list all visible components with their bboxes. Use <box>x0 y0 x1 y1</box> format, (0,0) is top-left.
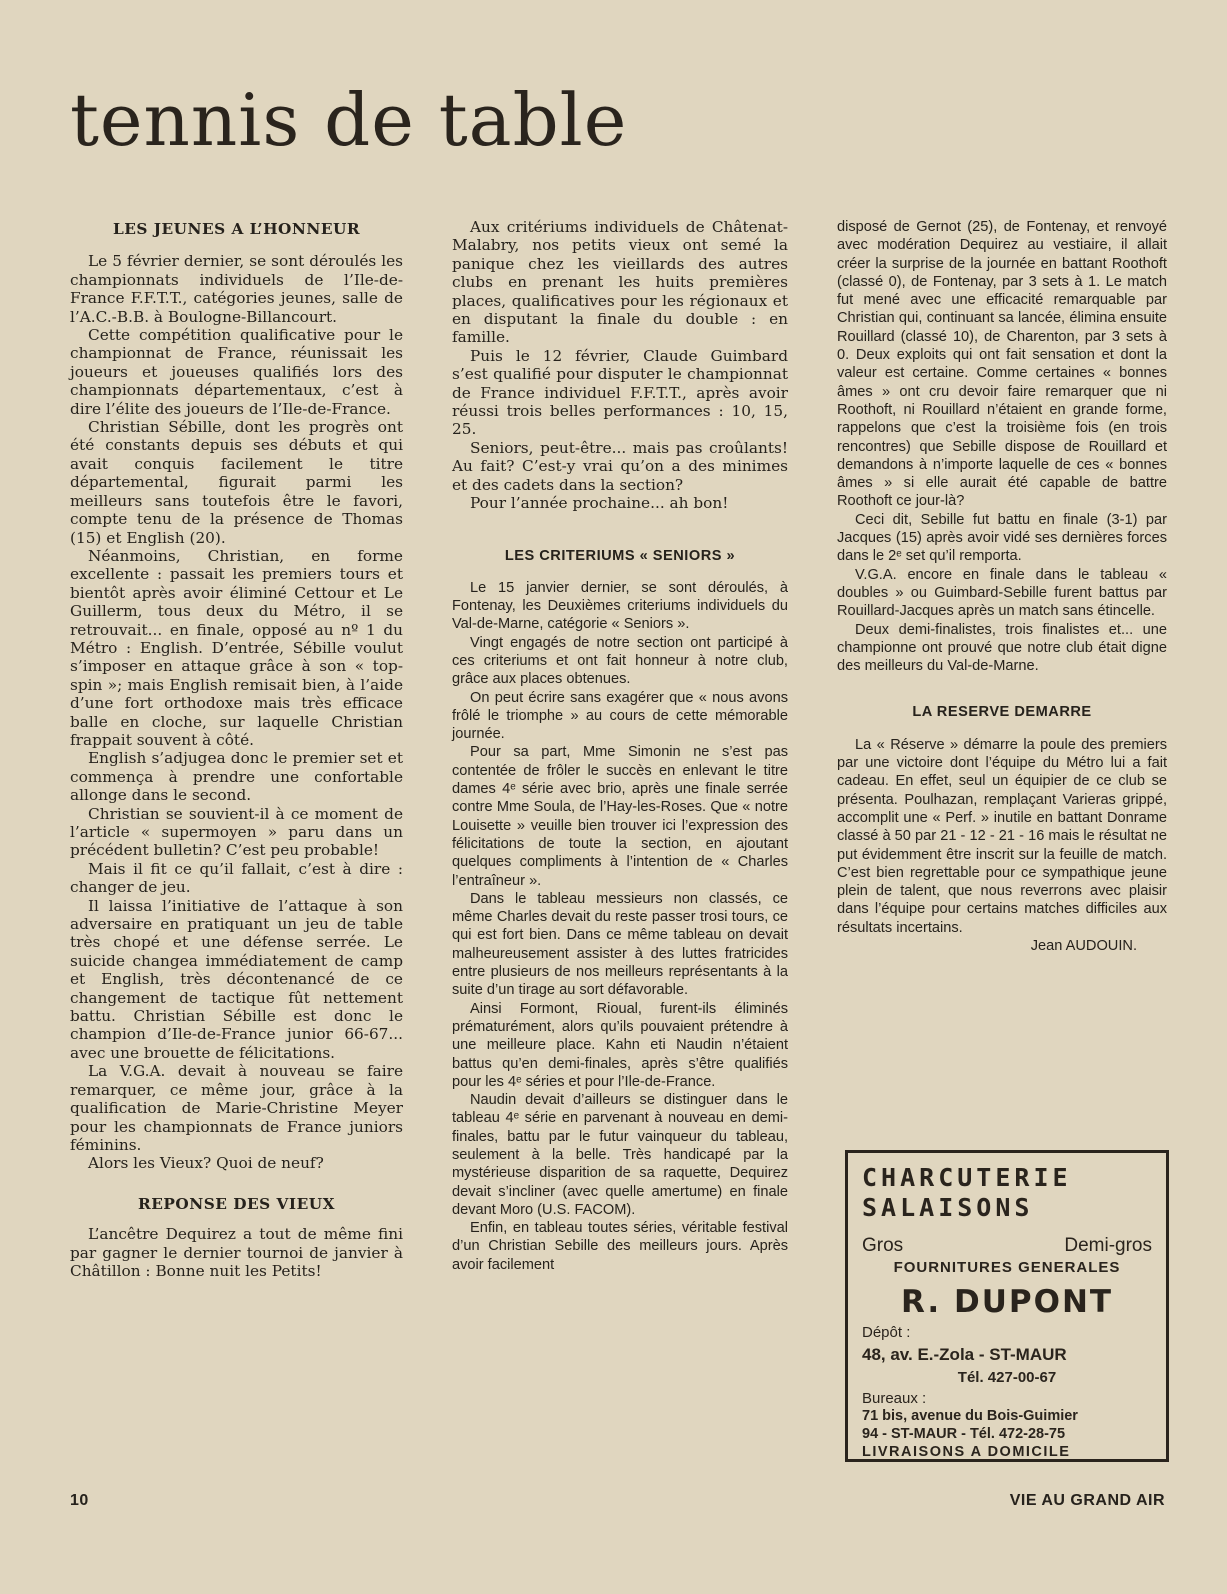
section-heading-reserve: LA RESERVE DEMARRE <box>912 704 1092 721</box>
paragraph: Seniors, peut-être... mais pas croûlants! Au fait? C’est-y vrai qu’on a des minimes et des cadets dans la section? <box>452 438 788 494</box>
section-heading-seniors: LES CRITERIUMS « SENIORS » <box>504 547 736 564</box>
paragraph: Pour sa part, Mme Simonin ne s’est pas contentée de frôler le succès en enlevant le titre dames 4ᵉ série avec brio, après une finale serrée contre Mme Soula, de l’Hay-les-Roses. Que « notre Louisette » veuille bien trouver ici l’expression des félicitations de toute la section, en ajoutant quelques compliments à l’intention de « Charles l’entraîneur ». <box>452 744 788 889</box>
paragraph: Néanmoins, Christian, en forme excellente : passait les premiers tours et bientôt après avoir éliminé Cettour et Le Guillerm, tous deux du Métro, il se retrouvait... en finale, opposé au nº 1 du Métro : English. D’entrée, Sébille voulut s’imposer en attaque grâce à son « top-spin »; mais English remisait bien, à l’aide d’une fort orthodoxe mais très efficace balle en cloche, sur laquelle Christian frappait souvent à côté. <box>70 546 403 749</box>
article-column-3 <box>837 218 1167 955</box>
paragraph: Mais il fit ce qu’il fallait, c’est à dire : changer de jeu. <box>70 859 403 897</box>
paragraph: Aux critériums individuels de Châtenat-Malabry, nos petits vieux ont semé la panique chez les vieillards des autres clubs en prenant les huits premières places, qualificatives pour les régionaux et en disputant la finale du double : en famille. <box>452 218 788 347</box>
page-title: tennis de table <box>70 78 628 162</box>
paragraph: Alors les Vieux? Quoi de neuf? <box>88 1154 324 1173</box>
section-heading-vieux: REPONSE DES VIEUX <box>138 1194 335 1213</box>
article-column-2 <box>452 218 788 1274</box>
author-signature: Jean AUDOUIN. <box>1030 937 1137 954</box>
paragraph: Le 15 janvier dernier, se sont déroulés, à Fontenay, les Deuxièmes criteriums individuels du Val-de-Marne, catégorie « Seniors ». <box>452 579 788 633</box>
ad-fournitures: FOURNITURES GENERALES <box>893 1259 1121 1276</box>
ad-gros: Gros <box>862 1235 904 1256</box>
paragraph: Enfin, en tableau toutes séries, véritable festival d’un Christian Sebille des meilleurs jours. Après avoir facilement <box>452 1220 788 1273</box>
page-number: 10 <box>70 1492 89 1509</box>
ad-depot-phone: Tél. 427-00-67 <box>957 1369 1057 1386</box>
paragraph: L’ancêtre Dequirez a tout de même fini par gagner le dernier tournoi de janvier à Châtillon : Bonne nuit les Petits! <box>70 1225 403 1280</box>
paragraph: Dans le tableau messieurs non classés, ce même Charles devait du reste passer trosi tours, ce qui est fort bien. Dans ce même tableau on devait malheureusement assister à des luttes fratricides entre plusieurs de nos meilleurs représentants à la suite d’un tirage au sort défavorable. <box>452 890 788 999</box>
paragraph: Il laissa l’initiative de l’attaque à son adversaire en pratiquant un jeu de table très chopé et une défense serrée. Le suicide changea immédiatement de camp et English, très décontenancé de ce changement de tactique fût nettement battu. Christian Sébille est donc le champion d’Ile-de-France junior 66-67... avec une brouette de félicitations. <box>70 896 403 1062</box>
article-column-1 <box>70 218 403 1280</box>
paragraph: Pour l’année prochaine... ah bon! <box>470 494 729 513</box>
ad-depot-address: 48, av. E.-Zola - ST-MAUR <box>862 1345 1067 1364</box>
ad-livraisons: LIVRAISONS A DOMICILE <box>862 1444 1071 1460</box>
paragraph: On peut écrire sans exagérer que « nous avons frôlé le triomphe » au cours de cette mémorable journée. <box>452 689 788 743</box>
ad-company-name: R. DUPONT <box>900 1284 1114 1320</box>
magazine-name: VIE AU GRAND AIR <box>1009 1492 1165 1509</box>
ad-bureaux-address: 71 bis, avenue du Bois-Guimier <box>862 1408 1078 1424</box>
paragraph: Vingt engagés de notre section ont participé à ces criteriums et ont fait honneur à notre club, grâce aux places obtenues. <box>452 634 788 688</box>
paragraph: Naudin devait d’ailleurs se distinguer dans le tableau 4ᵉ série en parvenant à nouveau en demi-finales, battu par le futur vainqueur du tableau, seulement à la belle. Très handicapé par la mystérieuse disparition de sa raquette, Dequirez devait s’incliner (avec quelle amertume) en finale devant Moro (U.S. FACOM). <box>452 1092 788 1218</box>
paragraph: Christian Sébille, dont les progrès ont été constants depuis ses débuts et qui avait conquis facilement le titre départemental, figurait parmi les meilleurs sans toutefois être le favori, compte tenu de la présence de Thomas (15) et English (20). <box>70 418 403 547</box>
paragraph: Christian se souvient-il à ce moment de l’article « supermoyen » paru dans un précédent bulletin? C’est peu probable! <box>70 804 403 860</box>
ad-charcuterie: CHARCUTERIE <box>862 1163 1072 1192</box>
paragraph: disposé de Gernot (25), de Fontenay, et renvoyé avec modération Dequirez au vestiaire, il allait créer la surprise de la journée en battant Roothoft (classé 0), de Fontenay, par 3 sets à 1. Le match fut mené avec une efficacité remarquable par Christian qui, continuant sa lancée, élimina ensuite Rouillard (classé 10), de Charenton, par 3 sets à 0. Deux exploits qui ont fait sensation et dont la valeur est certaine. Comme certaines « bonnes âmes » ont cru devoir faire remarquer que ni Roothoft, ni Rouillard n’étaient en grande forme, rappelons que c’est la troisième fois (en trois rencontres) que Sebille dispose de Rouillard et demandons à n’importe laquelle de ces « bonnes âmes » si elle aurait été capable de battre Roothoft ce jour-là? <box>837 219 1167 510</box>
ad-bureaux-city: 94 - ST-MAUR - Tél. 472-28-75 <box>862 1426 1066 1442</box>
section-heading-jeunes: LES JEUNES A L’HONNEUR <box>112 220 361 238</box>
advertisement-box <box>845 1150 1169 1462</box>
paragraph: Deux demi-finalistes, trois finalistes et... une championne ont prouvé que notre club était digne des meilleurs du Val-de-Marne. <box>837 621 1167 675</box>
paragraph: V.G.A. encore en finale dans le tableau « doubles » ou Guimbard-Sebille furent battus par Rouillard-Jacques après un match sans étincelle. <box>837 566 1167 620</box>
paragraph: La « Réserve » démarre la poule des premiers par une victoire dont l’équipe du Métro lui a fait cadeau. En effet, seul un équipier de ce club se présenta. Poulhazan, remplaçant Varieras grippé, accomplit une « Perf. » inutile en battant Donrame classé à 50 par 21 - 12 - 21 - 16 mais le résultat ne put évidemment être inscrit sur la feuille de match. C’est bien regrettable pour ce sympathique jeune plein de talent, que nous reverrons avec plaisir dans l’équipe pour certains matches difficiles aux résultats incertains. <box>837 736 1167 936</box>
ad-depot-label: Dépôt : <box>862 1324 911 1341</box>
ad-bureaux-label: Bureaux : <box>862 1390 927 1407</box>
paragraph: English s’adjugea donc le premier set et commença à prendre une confortable allonge dans le second. <box>70 749 403 805</box>
paragraph: Puis le 12 février, Claude Guimbard s’est qualifié pour disputer le championnat de France individuel F.F.T.T., après avoir réussi trois belles performances : 10, 15, 25. <box>452 346 788 439</box>
ad-salaisons: SALAISONS <box>862 1193 1034 1222</box>
paragraph: Ceci dit, Sebille fut battu en finale (3-1) par Jacques (15) après avoir vidé ses dernières forces dans le 2ᵉ set qu’il remporta. <box>837 511 1167 565</box>
paragraph: La V.G.A. devait à nouveau se faire remarquer, ce même jour, grâce à la qualification de Marie-Christine Meyer pour les championnats de France juniors féminins. <box>70 1062 403 1154</box>
paragraph: Le 5 février dernier, se sont déroulés les championnats individuels de l’Ile-de-France F.F.T.T., catégories jeunes, salle de l’A.C.-B.B. à Boulogne-Billancourt. <box>70 252 403 326</box>
ad-demigros: Demi-gros <box>1064 1235 1152 1256</box>
paragraph: Cette compétition qualificative pour le championnat de France, réunissait les joueurs et joueuses qualifiés lors des championnats départementaux, c’est à dire l’élite des joueurs de l’Ile-de-France. <box>70 326 403 418</box>
paragraph: Ainsi Formont, Rioual, furent-ils éliminés prématurément, alors qu’ils pouvaient prétendre à une meilleure place. Kahn eti Naudin n’étaient battus qu’en demi-finales, après s’être qualifiés pour les 4ᵉ séries et pour l’Ile-de-France. <box>452 1000 788 1090</box>
